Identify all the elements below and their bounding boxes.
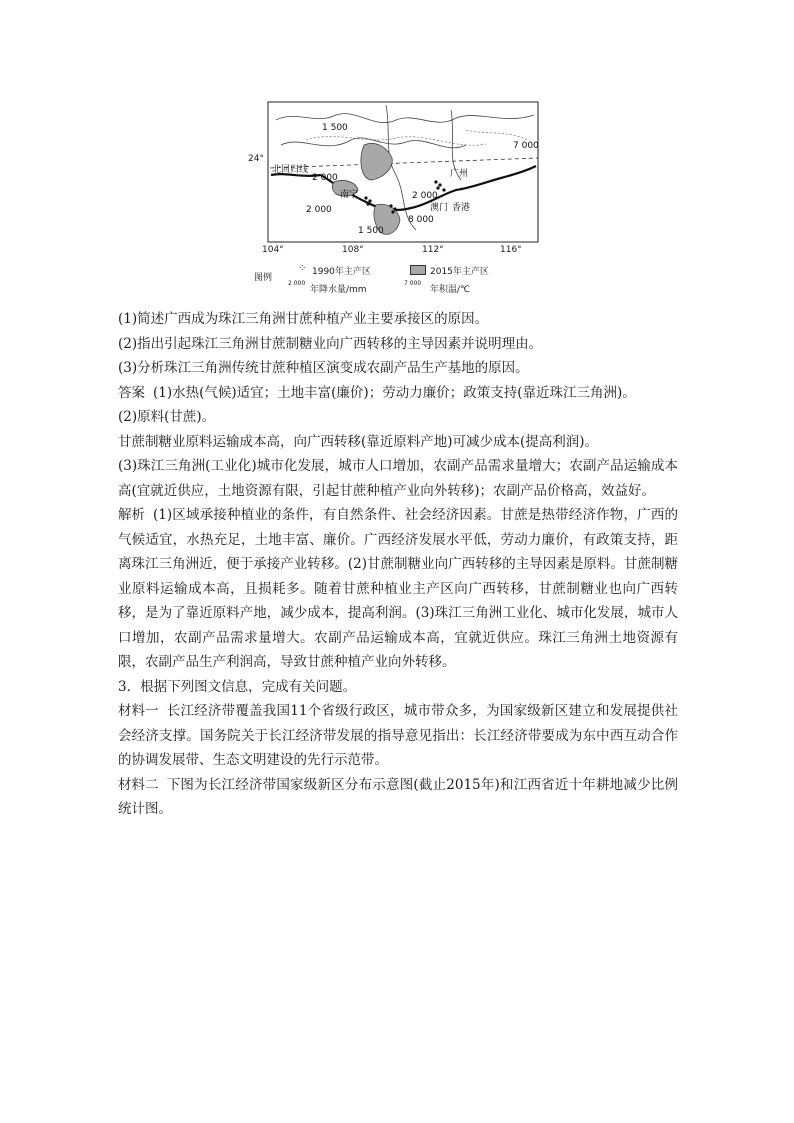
lon-label: 112° [422, 245, 444, 255]
contour-label: 2 000 [412, 191, 438, 201]
question-2: (2)指出引起珠江三角洲甘蔗制糖业向广西转移的主导因素并说明理由。 [118, 335, 543, 352]
map-legend [254, 264, 544, 300]
legend-temp: 年积温/℃ [430, 285, 471, 295]
city-label-macau: 澳门 [430, 203, 449, 213]
contour-label: 1 500 [358, 226, 384, 236]
city-label-guangzhou: 广州 [450, 169, 469, 179]
lon-label: 108° [342, 245, 364, 255]
material-2 [118, 773, 678, 822]
question-3: (3)分析珠江三角洲传统甘蔗种植区演变成农副产品生产基地的原因。 [118, 360, 529, 376]
tropic-label: 北回归线 [272, 165, 309, 175]
sugarcane-map-figure [248, 100, 542, 300]
legend-precip-sample: 2 000 [288, 280, 306, 287]
lon-label: 116° [500, 245, 522, 255]
contour-label: 8 000 [408, 215, 434, 225]
answer-2-line-1: (2)原料(甘蔗)。 [118, 409, 216, 425]
answer-label: 答案 [118, 384, 145, 401]
material-2-text: 下图为长江经济带国家级新区分布示意图(截止2015年)和江西省近十年耕地减少比例统计图。 [118, 776, 678, 817]
lon-label: 104° [262, 245, 284, 255]
answer-1 [118, 381, 678, 406]
city-label-nanning: 南宁 [340, 190, 359, 200]
answer-3: (3)珠江三角洲(工业化)城市化发展，城市人口增加，农副产品需求量增大；农副产品运输成本高(宜就近供应，土地资源有限，引起甘蔗种植产业向外转移)；农副产品价格高，效益好。 [118, 458, 678, 499]
answer-2-line-2: 甘蔗制糖业原料运输成本高，向广西转移(靠近原料产地)可减少成本(提高利润)。 [118, 433, 599, 450]
question-3-title: 3．根据下列图文信息，完成有关问题。 [118, 678, 357, 695]
contour-label: 2 000 [312, 173, 338, 183]
document-body [118, 307, 678, 822]
contour-label: 7 000 [513, 141, 539, 151]
area-2015-swatch-icon [410, 265, 426, 275]
material-1-label: 材料一 [118, 703, 159, 719]
legend-precip: 年降水量/mm [310, 285, 367, 295]
legend-2015: 2015年主产区 [430, 267, 489, 277]
material-1-text: 长江经济带覆盖我国11个省级行政区，城市带众多，为国家级新区建立和发展提供社会经济支撑。国务院关于长江经济带发展的指导意见指出：长江经济带要成为东中西互动合作的协调发展带、生态文明建设的先行示范带。 [118, 703, 678, 768]
dot-1990-icon: ⁘ [298, 263, 307, 274]
material-1 [118, 699, 678, 773]
legend-title: 图例 [254, 273, 273, 283]
legend-temp-sample: 7 000 [404, 280, 422, 287]
latitude-label: 24° [248, 154, 264, 164]
legend-1990: 1990年主产区 [312, 267, 371, 277]
answer-1-text: (1)水热(气候)适宜；土地丰富(廉价)；劳动力廉价；政策支持(靠近珠江三角洲)。 [153, 384, 636, 401]
city-label-hongkong: 香港 [452, 203, 471, 213]
analysis-text: (1)区域承接种植业的条件，有自然条件、社会经济因素。甘蔗是热带经济作物，广西的气候适宜，水热充足，土地丰富、廉价。广西经济发展水平低，劳动力廉价，有政策支持，距离珠江三角洲近，便于承接产业转移。(2)甘蔗制糖业向广西转移的主导因素是原料。甘蔗制糖业原料运输成本高，且损耗多。随着甘蔗种植业主产区向广西转移，甘蔗制糖业也向广西转移，是为了靠近原料产地，减少成本，提高利润。(3)珠江三角洲工业化、城市化发展，城市人口增加，农副产品需求量增大。农副产品运输成本高，宜就近供应。珠江三角洲土地资源有限，农副产品生产利润高，导致甘蔗种植产业向外转移。 [118, 507, 678, 670]
contour-label: 2 000 [306, 205, 332, 215]
contour-label: 1 500 [322, 123, 348, 133]
analysis [118, 503, 678, 675]
question-1: (1)简述广西成为珠江三角洲甘蔗种植产业主要承接区的原因。 [118, 311, 489, 327]
analysis-label: 解析 [118, 507, 145, 523]
map-frame [268, 102, 538, 242]
material-2-label: 材料二 [118, 776, 159, 793]
